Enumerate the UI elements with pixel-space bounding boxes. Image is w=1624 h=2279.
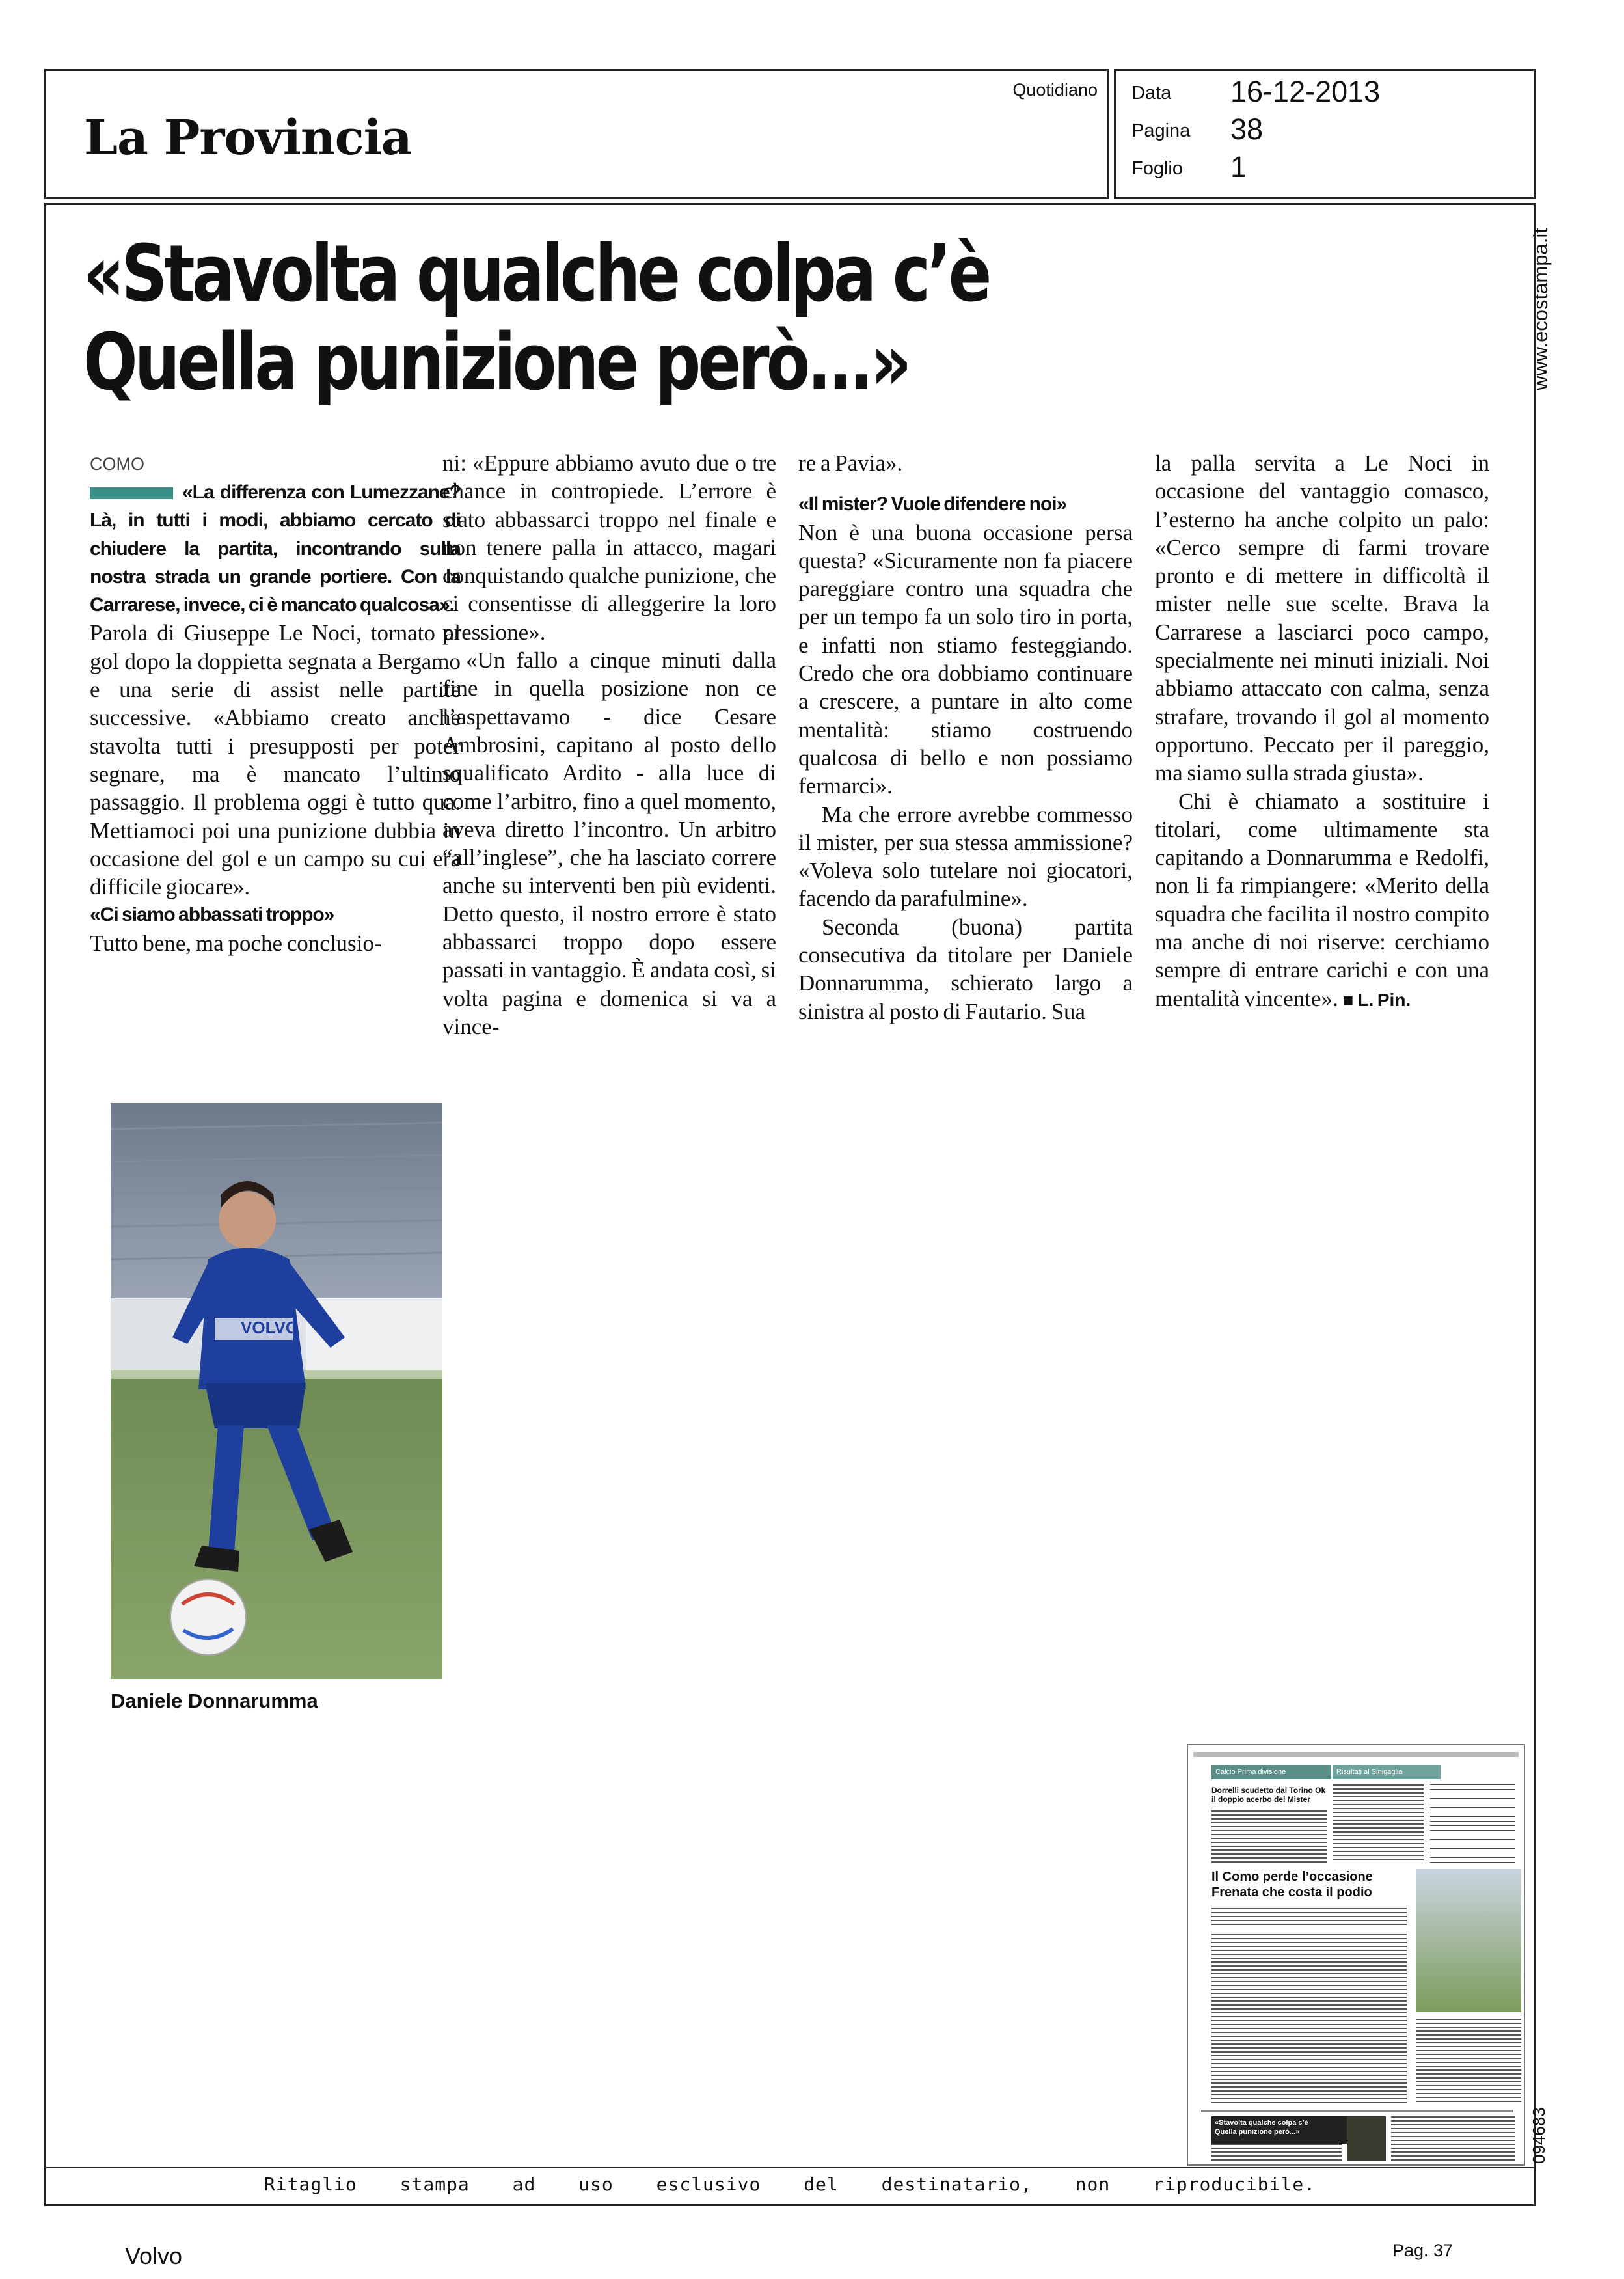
headline-line-2: Quella punizione però...»: [83, 318, 909, 408]
thumb-text-block: [1333, 1784, 1424, 1863]
thumb-article-headline-line-1: «Stavolta qualche colpa c’è: [1215, 2119, 1308, 2127]
paragraph: re a Pavia».: [798, 450, 903, 476]
paragraph: Seconda (buona) partita consecutiva da titolare per Daniele Donnarumma, schierato largo a sinistra al posto di Fautario. Sua: [798, 914, 1133, 1024]
photo-caption: Daniele Donnarumma: [111, 1689, 318, 1712]
paragraph: [1155, 787, 1489, 1014]
thumb-small-headline: Dorrelli scudetto dal Torino Ok il doppio acerbo del Mister: [1211, 1786, 1326, 1804]
paragraph-text: Chi è chiamato a sostituire i titolari, come ultimamente sta capitando a Donnarumma e Redolfi, non li fa rimpiangere: «Merito della squadra che facilita il nostro compito ma anche di noi riserve: cerchiamo sempre di entrare carichi e con una mentalità vincente».: [1155, 788, 1489, 1011]
clipping-code: 094683: [1529, 2107, 1549, 2164]
sheet-label: Foglio: [1131, 158, 1183, 179]
paragraph: Non è una buona occasione persa questa? «Sicuramente non fa piacere pareggiare contro una squadra che per un tempo fa un solo tiro in porta, e infatti non stiamo festeggiando. Credo che ora dobbiamo continuare a crescere, a puntare in alto come mentalità: stiamo costruendo qualcosa di bello e non possiamo fermarci».: [798, 519, 1133, 799]
thumb-small-photo: [1347, 2116, 1386, 2161]
kicker: COMO: [90, 454, 144, 474]
date-value: 16-12-2013: [1230, 75, 1381, 108]
column-3: [798, 449, 1133, 1026]
paragraph: Ma che errore avrebbe commesso il mister, per sua stessa ammissione? «Voleva solo tutelare noi giocatori, facendo da parafulmine».: [798, 801, 1133, 912]
author-signature: ■ L. Pin.: [1342, 989, 1411, 1010]
subheading: «Il mister? Vuole difendere noi»: [798, 493, 1067, 515]
accent-bar: [90, 487, 173, 499]
thumb-headline: [1211, 1869, 1407, 1900]
headline-line-1: «Stavolta qualche colpa c’è: [83, 229, 989, 320]
thumb-table: [1430, 1784, 1515, 1863]
player-photo: [111, 1103, 442, 1679]
column-1: [90, 478, 461, 957]
page-number: Pag. 37: [1392, 2241, 1454, 2260]
thumb-text-block: [1211, 1810, 1327, 1863]
thumb-photo: [1416, 1869, 1521, 2012]
advertiser-name: Volvo: [125, 2243, 183, 2269]
sheet-value: 1: [1230, 150, 1247, 184]
thumb-headline-line-2: Frenata che costa il podio: [1211, 1885, 1372, 1900]
periodicity: Quotidiano: [1012, 80, 1098, 100]
thumb-rule: [1201, 2110, 1513, 2112]
thumb-article-headline: [1211, 2116, 1348, 2144]
date-label: Data: [1131, 83, 1172, 103]
paragraph: Parola di Giuseppe Le Noci, tornato al gol dopo la doppietta segnata a Bergamo e una serie di assist nelle partite successive. «Abbiamo creato anche stavolta tutti i presupposti per poter segnare, ma è mancato l’ultimo passaggio. Il problema oggi è tutto qua. Mettiamoci poi una punizione dubbia in occasione del gol e un campo su cui era difficile giocare».: [90, 620, 461, 900]
paragraph: «Un fallo a cinque minuti dalla fine in quella posizione non ce l’aspettavamo - dice Cesare Ambrosini, capitano al posto dello squalificato Ardito - alla luce di come l’arbitro, fino a quel momento, aveva diretto l’incontro. Un arbitro “all’inglese”, che ha lasciato correre anche su interventi ben più evidenti. Detto questo, il nostro errore è stato abbassarci troppo dopo essere passati in vantaggio. È andata così, si volta pagina e domenica si va a vince-: [442, 648, 776, 1039]
thumb-text-block: [1391, 2116, 1515, 2161]
thumb-header-rule: [1193, 1752, 1519, 1757]
thumb-text-block: [1211, 1934, 1407, 2103]
source-url: www.ecostampa.it: [1529, 228, 1552, 390]
thumb-text-block: [1416, 2019, 1521, 2103]
thumb-section: Calcio Prima divisione: [1211, 1765, 1331, 1779]
thumb-section-2: Risultati al Sinigaglia: [1333, 1765, 1441, 1779]
thumb-headline-line-1: Il Como perde l’occasione: [1211, 1870, 1373, 1884]
metadata-box: [1114, 69, 1536, 199]
shirt-sponsor: VOLVO: [241, 1318, 299, 1337]
thumb-article-headline-line-2: Quella punizione però...»: [1215, 2128, 1300, 2136]
paragraph: ni: «Eppure abbiamo avuto due o tre chance in contropiede. L’errore è stato abbassarci troppo nel finale e non tenere palla in attacco, magari conquistando qualche punizione, che ci consentisse di alleggerire la loro pressione».: [442, 450, 776, 645]
page-value: 38: [1230, 113, 1264, 146]
thumb-text-block: [1211, 1908, 1407, 1928]
subheading: «Ci siamo abbassati troppo»: [90, 904, 334, 926]
photo-illustration: [111, 1103, 442, 1679]
paragraph: la palla servita a Le Noci in occasione del vantaggio comasco, l’esterno ha anche colpito un palo: «Cerco sempre di farmi trovare pronto e di mettere in difficoltà il mister nelle sue scelte. Brava la Carrarese a lasciarci poco campo, specialmente nei minuti iniziali. Noi abbiamo attaccato con calma, senza strafare, trovando il gol al momento opportuno. Peccato per il pareggio, ma siamo sulla strada giusta».: [1155, 450, 1489, 786]
masthead: [44, 69, 1109, 199]
thumb-text-block: [1211, 2144, 1342, 2161]
column-4: [1155, 449, 1489, 1014]
column-2: [442, 449, 776, 1041]
footer-rule: [46, 2167, 1534, 2168]
page-thumbnail: [1187, 1744, 1525, 2166]
copyright-notice: Ritaglio stampa ad uso esclusivo del destinatario, non riproducibile.: [264, 2174, 1316, 2195]
paragraph: Tutto bene, ma poche conclusio-: [90, 930, 382, 956]
newspaper-logo: La Provincia: [84, 110, 412, 166]
lead-text: «La differenza con Lumezzane? Là, in tutti i modi, abbiamo cercato di chiudere la partita, incontrando sulla nostra strada un grande portiere. Con la Carrarese, invece, ci è mancato qualcosa».: [90, 482, 461, 616]
page-label: Pagina: [1131, 120, 1191, 141]
lead-paragraph: [90, 478, 461, 619]
